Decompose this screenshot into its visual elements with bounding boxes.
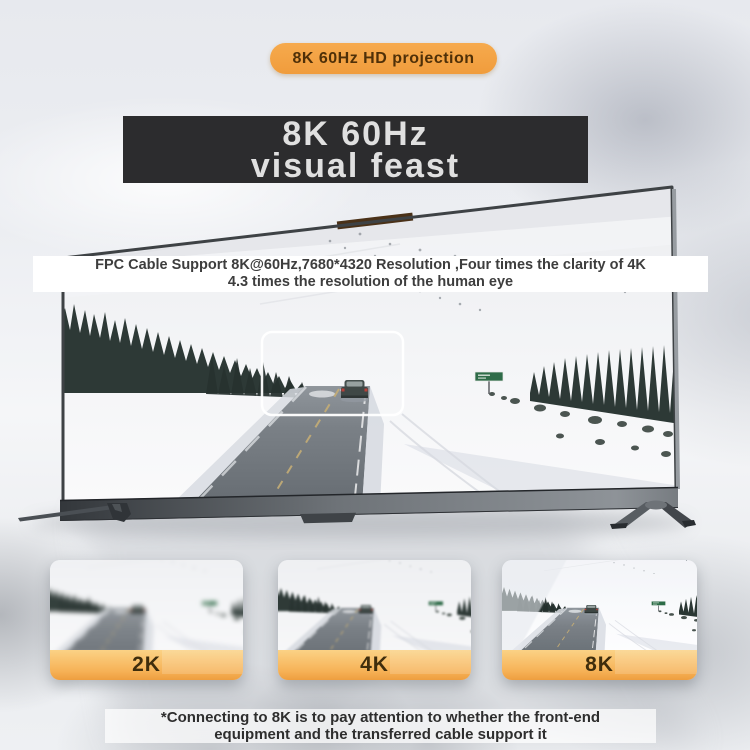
thumbnail-4k-image	[278, 560, 471, 650]
resolution-label-4k: 4K	[360, 653, 389, 676]
thumbnail-4k	[278, 560, 471, 680]
info-line-2: 4.3 times the resolution of the human eye	[227, 274, 514, 290]
footnote-line-1: *Connecting to 8K is to pay attention to whether the front-end	[160, 709, 601, 726]
thumbnail-8k-image	[502, 560, 697, 650]
thumbnail-8k	[502, 560, 697, 680]
footnote-line-2: equipment and the transferred cable support it	[214, 726, 547, 743]
resolution-label-2k: 2K	[132, 653, 161, 676]
banner-line-2: visual feast	[250, 146, 461, 185]
resolution-label-bar	[502, 650, 697, 680]
info-line-1: FPC Cable Support 8K@60Hz,7680*4320 Resolution ,Four times the clarity of 4K	[95, 257, 646, 273]
thumbnail-2k-image	[50, 560, 243, 650]
resolution-label-bar	[278, 650, 471, 680]
resolution-label-bar	[50, 650, 243, 680]
promo-badge	[270, 43, 497, 74]
promo-badge-label: 8K 60Hz HD projection	[292, 49, 475, 67]
headline-banner	[123, 116, 588, 183]
resolution-label-8k: 8K	[585, 653, 614, 676]
thumbnail-2k	[50, 560, 243, 680]
info-box	[33, 256, 708, 292]
tv-screen	[60, 186, 680, 506]
footnote	[105, 709, 656, 743]
banner-line-1: 8K 60Hz	[282, 114, 429, 153]
